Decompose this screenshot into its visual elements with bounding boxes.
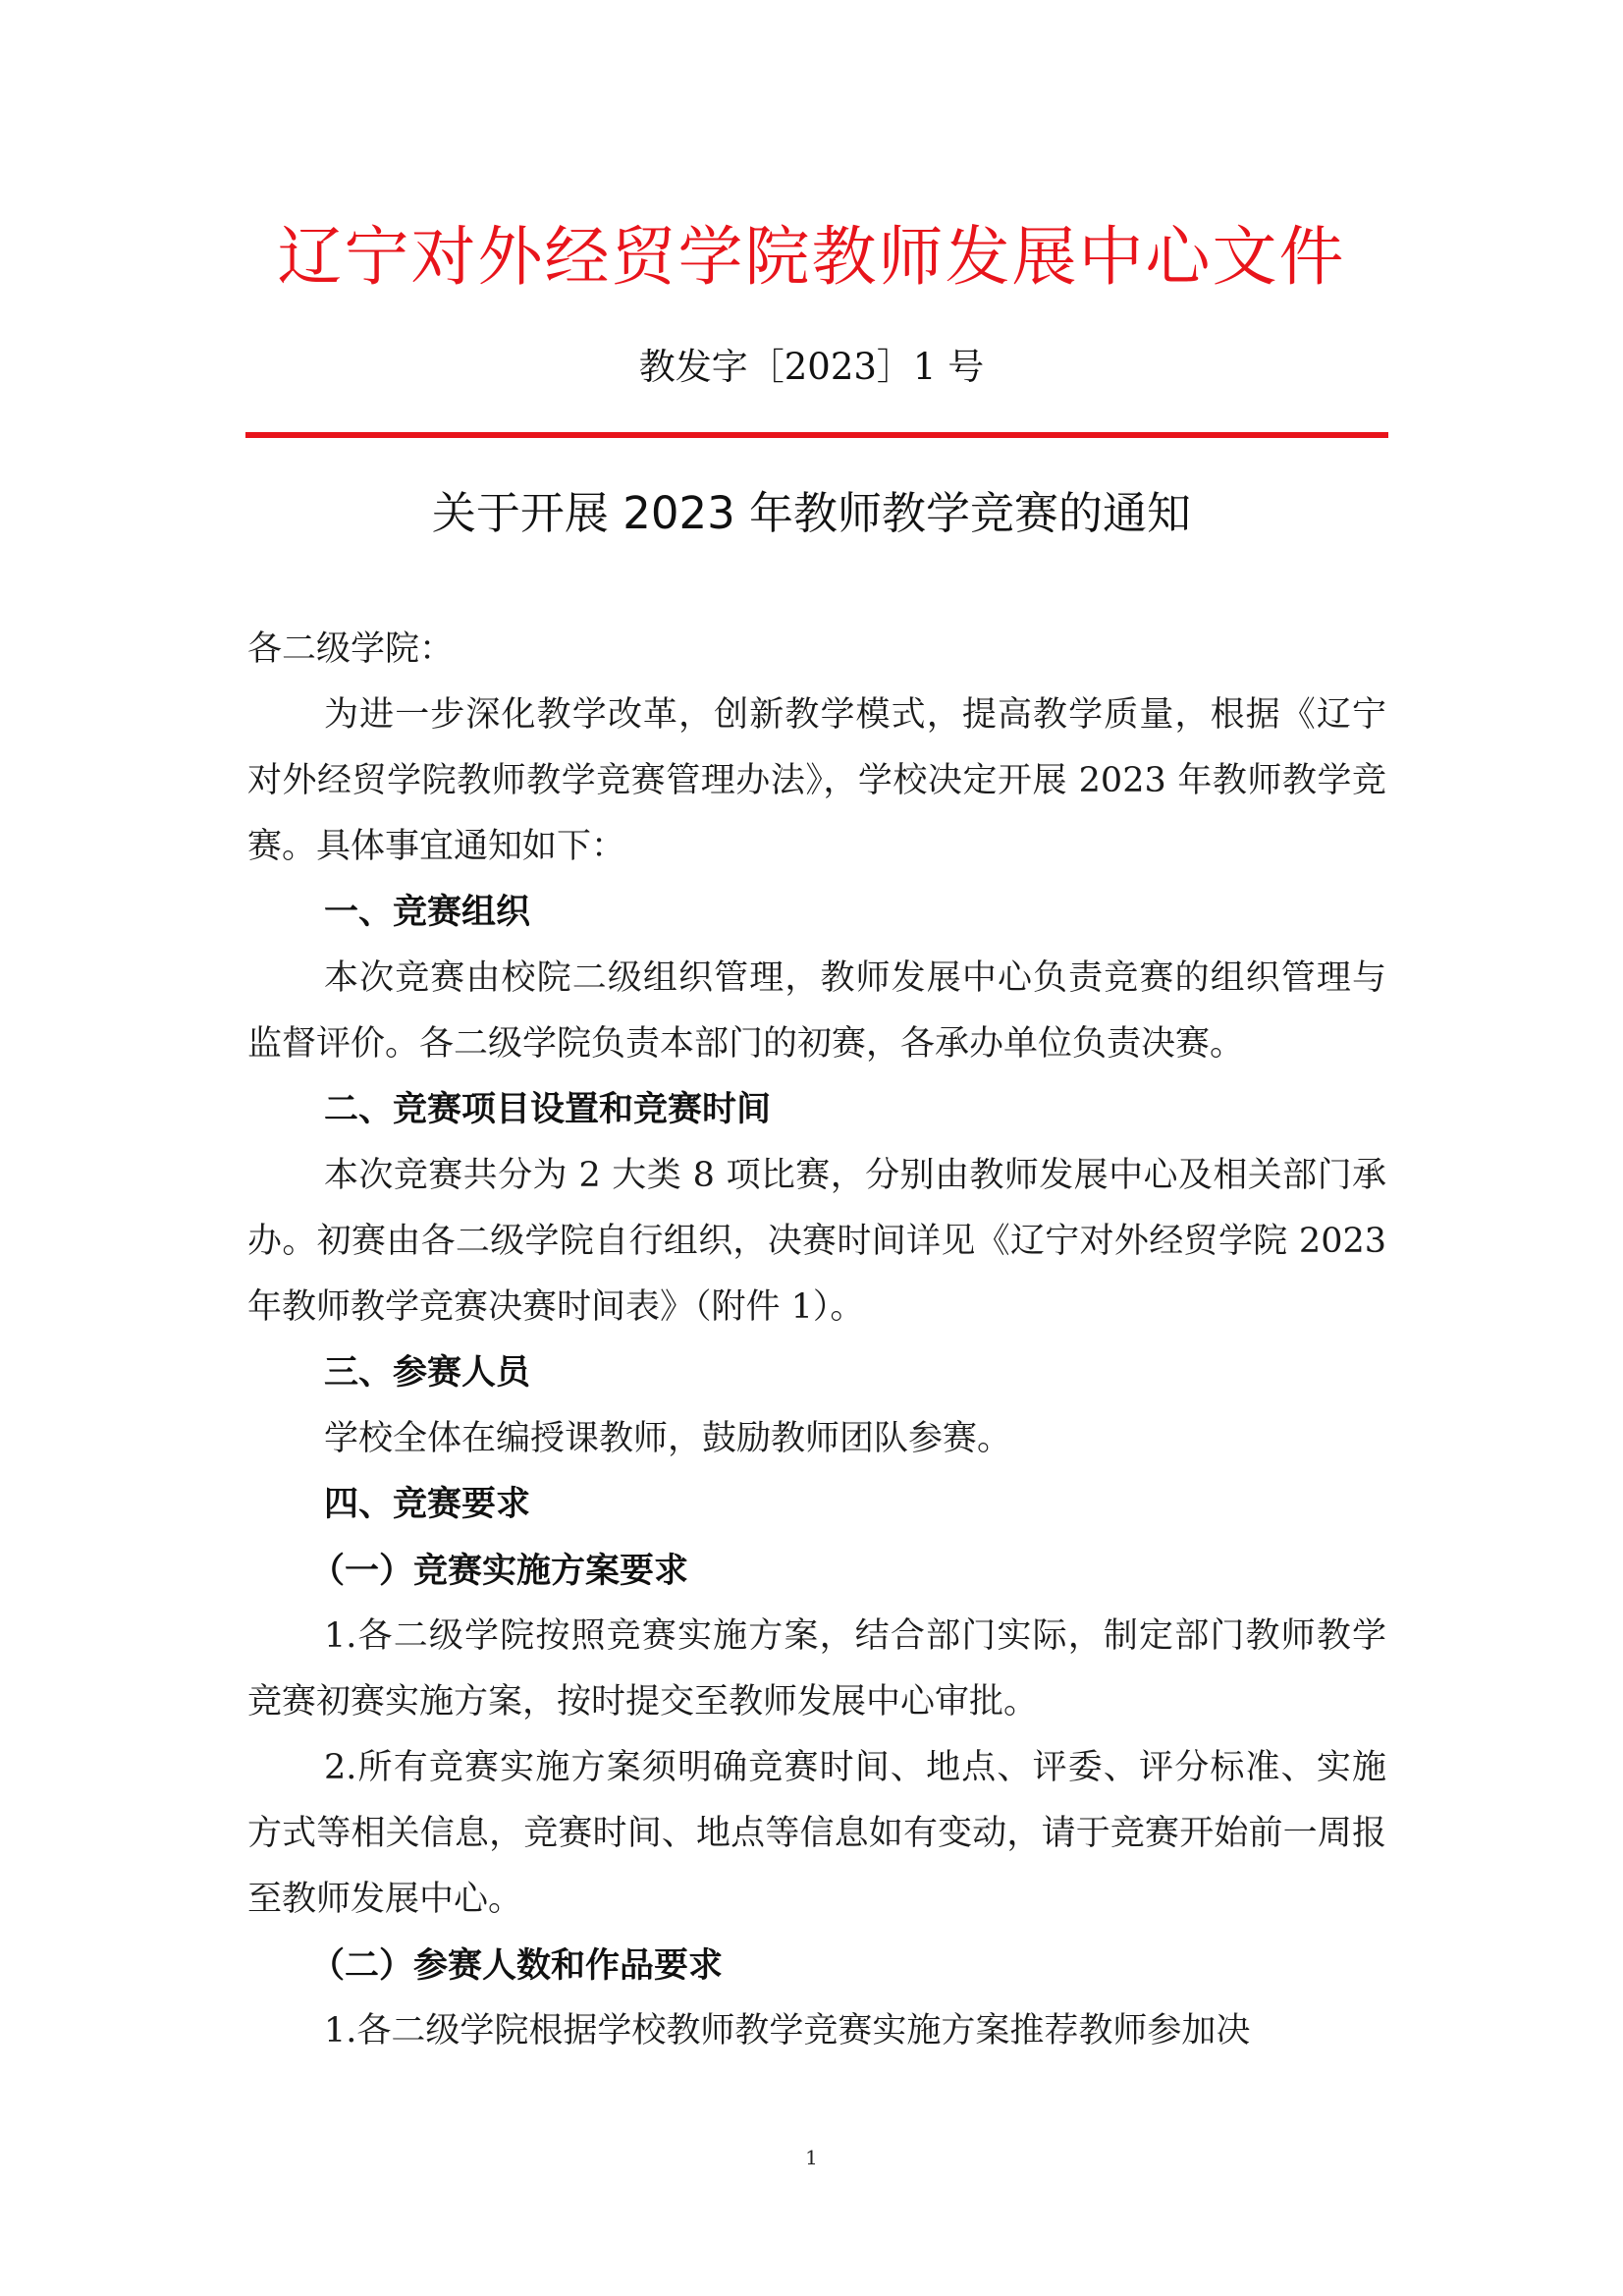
document-header-title: 辽宁对外经贸学院教师发展中心文件 (277, 219, 1346, 295)
section-heading-items-and-schedule: 二、竞赛项目设置和竞赛时间 (324, 1090, 772, 1129)
plan-requirement-item-1: 1.各二级学院按照竞赛实施方案，结合部门实际，制定部门教师教学竞赛初赛实施方案，按时提交至教师发展中心审批。 (247, 1616, 1386, 1722)
notice-title: 关于开展 2023 年教师教学竞赛的通知 (431, 487, 1192, 539)
subsection-heading-plan-requirements: （一）竞赛实施方案要求 (310, 1551, 689, 1591)
document-body (247, 617, 1386, 2064)
page-number: 1 (805, 2146, 818, 2169)
section-text-organization: 本次竞赛由校院二级组织管理，教师发展中心负责竞赛的组织管理与监督评价。各二级学院负责本部门的初赛，各承办单位负责决赛。 (247, 958, 1386, 1064)
section-heading-requirements: 四、竞赛要求 (324, 1485, 531, 1524)
subsection-heading-participant-count: （二）参赛人数和作品要求 (310, 1945, 724, 1986)
document-number: 教发字［2023］1 号 (638, 346, 985, 388)
salutation: 各二级学院： (247, 629, 455, 669)
plan-requirement-item-2: 2.所有竞赛实施方案须明确竞赛时间、地点、评委、评分标准、实施方式等相关信息，竞赛时间、地点等信息如有变动，请于竞赛开始前一周报至教师发展中心。 (247, 1748, 1386, 1919)
header-red-rule (245, 432, 1388, 438)
participant-count-item-1: 1.各二级学院根据学校教师教学竞赛实施方案推荐教师参加决 (324, 2011, 1251, 2050)
section-text-participants: 学校全体在编授课教师，鼓励教师团队参赛。 (324, 1419, 1012, 1458)
section-heading-organization: 一、竞赛组织 (324, 893, 531, 932)
section-heading-participants: 三、参赛人员 (324, 1353, 531, 1393)
intro-paragraph: 为进一步深化教学改革，创新教学模式，提高教学质量，根据《辽宁对外经贸学院教师教学竞赛管理办法》，学校决定开展 2023 年教师教学竞赛。具体事宜通知如下： (247, 695, 1386, 866)
section-text-items-and-schedule: 本次竞赛共分为 2 大类 8 项比赛，分别由教师发展中心及相关部门承办。初赛由各二级学院自行组织，决赛时间详见《辽宁对外经贸学院 2023 年教师教学竞赛决赛时间表》（附件 1）。 (247, 1156, 1386, 1327)
